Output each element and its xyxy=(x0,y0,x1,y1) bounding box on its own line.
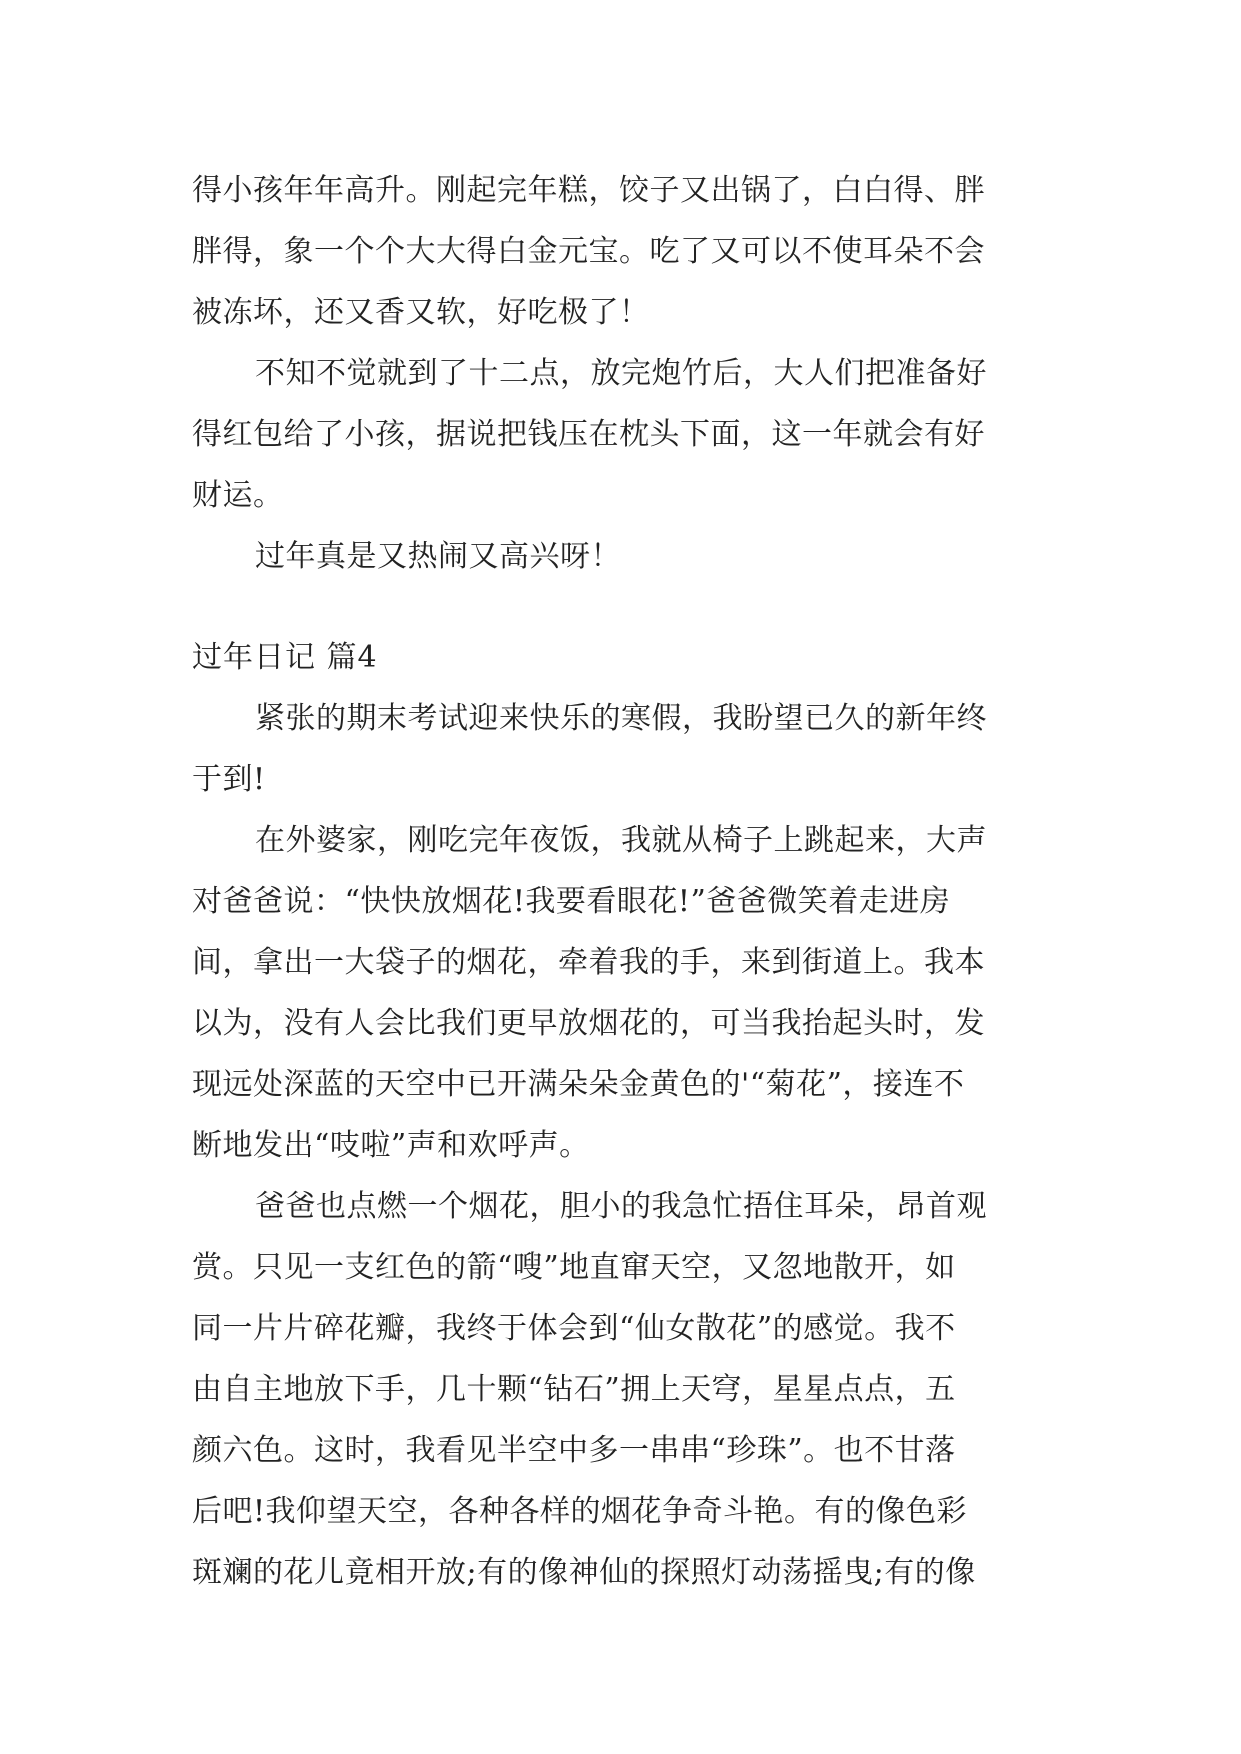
text-line: 不知不觉就到了十二点，放完炮竹后，大人们把准备好 xyxy=(255,356,987,391)
text-line: 于到! xyxy=(192,762,266,797)
document-page xyxy=(192,160,1052,1603)
text-line: 颜六色。这时，我看见半空中多一串串“珍珠”。也不甘落 xyxy=(192,1433,956,1468)
text-line: 现远处深蓝的天空中已开满朵朵金黄色的'“菊花”，接连不 xyxy=(192,1067,965,1102)
text-line: 得小孩年年高升。刚起完年糕，饺子又出锅了，白白得、胖 xyxy=(192,173,985,208)
text-line: 同一片片碎花瓣，我终于体会到“仙女散花”的感觉。我不 xyxy=(192,1311,956,1346)
text-line: 后吧!我仰望天空，各种各样的烟花争奇斗艳。有的像色彩 xyxy=(192,1494,968,1529)
text-line: 对爸爸说：“快快放烟花!我要看眼花!”爸爸微笑着走进房 xyxy=(192,884,951,919)
text-line: 被冻坏，还又香又软，好吃极了！ xyxy=(192,295,650,330)
section-gap xyxy=(192,587,1052,627)
text-line: 过年真是又热闹又高兴呀！ xyxy=(255,539,621,574)
text-line: 胖得，象一个个大大得白金元宝。吃了又可以不使耳朵不会 xyxy=(192,234,985,269)
text-line: 断地发出“吱啦”声和欢呼声。 xyxy=(192,1128,590,1163)
paragraph-red-envelope xyxy=(192,343,1052,526)
text-line: 由自主地放下手，几十颗“钻石”拥上天穹，星星点点，五 xyxy=(192,1372,956,1407)
text-line: 赏。只见一支红色的箭“嗖”地直窜天空，又忽地散开，如 xyxy=(192,1250,956,1285)
text-line: 紧张的期末考试迎来快乐的寒假，我盼望已久的新年终 xyxy=(255,701,987,736)
text-line: 间，拿出一大袋子的烟花，牵着我的手，来到街道上。我本 xyxy=(192,945,985,980)
text-line: 斑斓的花儿竟相开放;有的像神仙的探照灯动荡摇曳;有的像 xyxy=(192,1555,976,1590)
text-line: 爸爸也点燃一个烟花，胆小的我急忙捂住耳朵，昂首观 xyxy=(255,1189,987,1224)
paragraph-continued xyxy=(192,160,1052,343)
text-line: 得红包给了小孩，据说把钱压在枕头下面，这一年就会有好 xyxy=(192,417,985,452)
section-heading: 过年日记 篇4 xyxy=(192,640,378,675)
text-line: 以为，没有人会比我们更早放烟花的，可当我抬起头时，发 xyxy=(192,1006,985,1041)
paragraph-fireworks xyxy=(192,1176,1052,1603)
text-line: 财运。 xyxy=(192,478,284,513)
text-line: 在外婆家，刚吃完年夜饭，我就从椅子上跳起来，大声 xyxy=(255,823,987,858)
paragraph-grandma-house xyxy=(192,810,1052,1176)
paragraph-conclusion xyxy=(192,526,1052,587)
paragraph-intro xyxy=(192,688,1052,810)
